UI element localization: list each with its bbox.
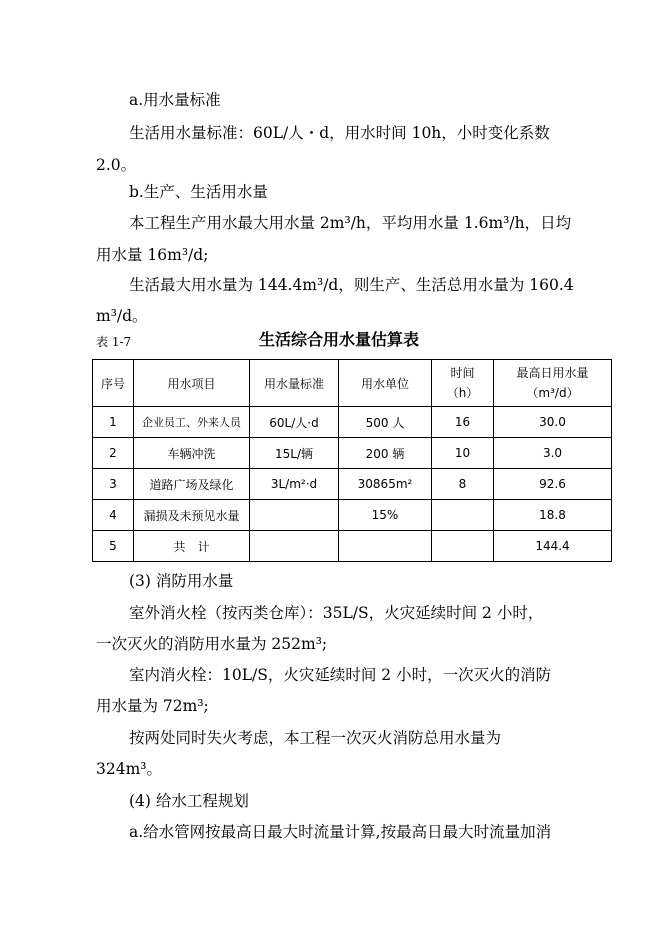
cell-item: 企业员工、外来人员 [134,407,250,438]
cell-time: 10 [432,438,494,469]
cell-unit: 200 辆 [339,438,432,469]
cell-item: 车辆冲洗 [134,438,250,469]
cell-seq: 2 [93,438,134,469]
cell-standard: 15L/辆 [250,438,339,469]
paragraph-production-heading: b.生产、生活用水量 [129,183,268,201]
header-max-daily-label: 最高日用水量 [516,366,589,380]
cell-unit: 500 人 [339,407,432,438]
header-item: 用水项目 [134,360,250,407]
table-header-row [93,360,612,407]
header-seq: 序号 [93,360,134,407]
table-caption [96,327,582,355]
cell-seq: 3 [93,469,134,500]
paragraph-fire-total: 按两处同时失火考虑，本工程一次灭火消防总用水量为 [129,729,502,747]
cell-standard: 60L/人·d [250,407,339,438]
header-time-unit: （h） [446,386,479,400]
paragraph-supply-planning-heading: (4) 给水工程规划 [129,792,249,810]
paragraph-domestic-max-cont: m³/d。 [96,307,148,325]
cell-max-daily: 30.0 [494,407,612,438]
cell-seq: 5 [93,531,134,562]
paragraph-outdoor-hydrant-cont: 一次灭火的消防用水量为 252m³; [96,635,328,653]
paragraph-domestic-standard: 生活用水量标准：60L/人・d，用水时间 10h，小时变化系数 [129,124,550,142]
cell-item: 共 计 [134,531,250,562]
cell-time [432,531,494,562]
cell-standard [250,531,339,562]
cell-unit: 15% [339,500,432,531]
table-title: 生活综合用水量估算表 [258,330,419,349]
paragraph-water-standard-heading: a.用水量标准 [129,91,221,109]
cell-standard: 3L/m²·d [250,469,339,500]
cell-max-daily: 144.4 [494,531,612,562]
paragraph-fire-water-heading: (3) 消防用水量 [129,572,234,590]
paragraph-domestic-standard-cont: 2.0。 [96,156,137,174]
cell-item: 道路广场及绿化 [134,469,250,500]
table-row [93,438,612,469]
header-max-daily [494,360,612,407]
paragraph-domestic-max: 生活最大用水量为 144.4m³/d，则生产、生活总用水量为 160.4 [129,276,574,294]
paragraph-supply-network: a.给水管网按最高日最大时流量计算,按最高日最大时流量加消 [129,823,552,841]
header-time-label: 时间 [450,366,475,380]
paragraph-indoor-hydrant-cont: 用水量为 72m³; [96,697,209,715]
cell-standard [250,500,339,531]
paragraph-indoor-hydrant: 室内消火栓：10L/S，火灾延续时间 2 小时，一次灭火的消防 [129,666,552,684]
paragraph-production-water-cont: 用水量 16m³/d; [96,246,209,264]
water-estimate-table [92,359,612,562]
table-row [93,500,612,531]
cell-unit [339,531,432,562]
cell-seq: 4 [93,500,134,531]
cell-time: 16 [432,407,494,438]
table-row [93,407,612,438]
cell-time [432,500,494,531]
paragraph-outdoor-hydrant: 室外消火栓（按丙类仓库）：35L/S，火灾延续时间 2 小时， [129,604,544,622]
header-unit: 用水单位 [339,360,432,407]
cell-time: 8 [432,469,494,500]
cell-max-daily: 18.8 [494,500,612,531]
cell-item: 漏损及未预见水量 [134,500,250,531]
cell-max-daily: 92.6 [494,469,612,500]
table-row-total [93,531,612,562]
cell-unit: 30865m² [339,469,432,500]
table-row [93,469,612,500]
header-standard: 用水量标准 [250,360,339,407]
cell-max-daily: 3.0 [494,438,612,469]
paragraph-production-water: 本工程生产用水最大用水量 2m³/h，平均用水量 1.6m³/h，日均 [129,214,572,232]
cell-seq: 1 [93,407,134,438]
table-number: 表 1-7 [96,335,132,349]
header-time [432,360,494,407]
header-max-daily-unit: （m³/d） [526,386,579,400]
paragraph-fire-total-cont: 324m³。 [96,760,162,778]
